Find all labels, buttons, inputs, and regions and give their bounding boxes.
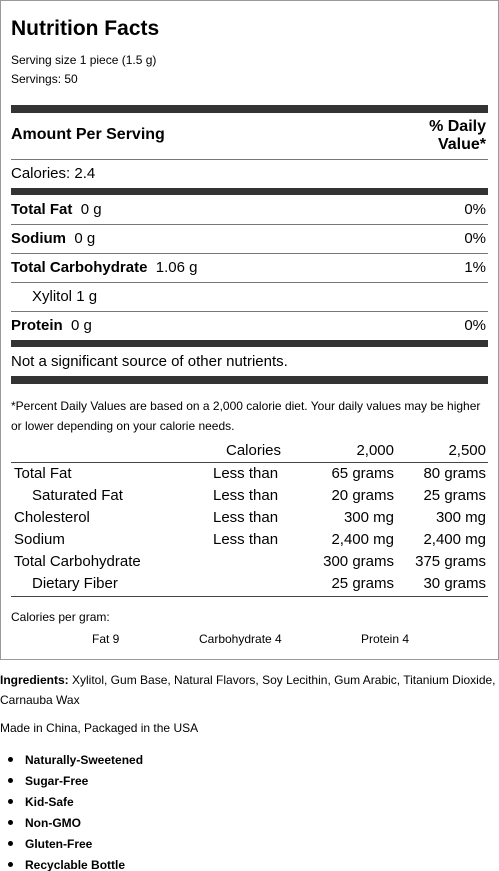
bullet-icon: [8, 841, 13, 846]
nutrient-row-xylitol: [32, 288, 97, 305]
dv-row-value-2500: 25 grams: [423, 487, 486, 504]
dv-row-name: Total Carbohydrate: [14, 553, 141, 570]
nutrient-name: Xylitol: [32, 288, 73, 305]
list-item: [8, 854, 143, 871]
thick-divider: [11, 376, 488, 384]
daily-value-heading-line1: % Daily: [429, 118, 486, 135]
cpg-carbohydrate: Carbohydrate 4: [199, 632, 282, 646]
calories-value: Calories: 2.4: [11, 165, 96, 182]
feature-label: Non-GMO: [25, 815, 81, 830]
nutrient-pct: 0%: [464, 230, 486, 247]
calories-per-gram-label: Calories per gram:: [11, 610, 110, 624]
divider: [11, 253, 488, 254]
dv-row-value-2000: 300 grams: [323, 553, 394, 570]
ingredients-text: Xylitol, Gum Base, Natural Flavors, Soy Lecithin, Gum Arabic, Titanium Dioxide, Carnauba Wax: [0, 673, 496, 707]
nutrient-row-total-carbohydrate: [11, 259, 197, 276]
dv-row-value-2000: 20 grams: [331, 487, 394, 504]
daily-value-heading: [429, 118, 486, 154]
nutrient-amount: 1 g: [76, 288, 98, 305]
list-item: [8, 812, 143, 833]
feature-label: Kid-Safe: [25, 794, 74, 809]
list-item: [8, 791, 143, 812]
dv-row-qualifier: Less than: [213, 509, 279, 526]
divider: [11, 282, 488, 283]
serving-size: Serving size 1 piece (1.5 g): [11, 53, 157, 67]
dv-row-value-2500: 375 grams: [415, 553, 486, 570]
nutrient-row-protein: [11, 317, 92, 334]
dv-row-name: Saturated Fat: [32, 487, 123, 504]
nutrient-pct: 0%: [464, 201, 486, 218]
dv-row-value-2000: 65 grams: [331, 465, 394, 482]
feature-label: Naturally-Sweetened: [25, 752, 144, 767]
dv-row-qualifier: Less than: [213, 465, 279, 482]
bullet-icon: [8, 757, 13, 762]
panel-title: Nutrition Facts: [11, 17, 160, 40]
dv-header-calories: Calories: [226, 442, 282, 459]
divider: [11, 462, 488, 463]
feature-list: [8, 749, 143, 871]
thick-divider: [11, 188, 488, 195]
list-item: [8, 833, 143, 854]
nutrient-amount: 1.06 g: [155, 259, 198, 276]
dv-row-qualifier: Less than: [213, 487, 279, 504]
daily-value-heading-line2: Value*: [437, 136, 486, 153]
divider: [11, 311, 488, 312]
nutrient-amount: 0 g: [71, 317, 92, 334]
dv-row-name: Sodium: [14, 531, 65, 548]
cpg-fat: Fat 9: [92, 632, 120, 646]
bullet-icon: [8, 820, 13, 825]
servings-count: Servings: 50: [11, 72, 78, 86]
nutrient-pct: 1%: [464, 259, 486, 276]
ingredients-label: Ingredients:: [0, 673, 69, 687]
bullet-icon: [8, 778, 13, 783]
dv-row-name: Total Fat: [14, 465, 72, 482]
nutrient-row-sodium: [11, 230, 95, 247]
bullet-icon: [8, 799, 13, 804]
divider: [11, 224, 488, 225]
daily-value-footnote: *Percent Daily Values are based on a 2,000 calorie diet. Your daily values may be higher or lower depending on your calorie needs.: [11, 399, 481, 433]
nutrient-name: Total Carbohydrate: [11, 259, 148, 276]
dv-row-value-2000: 300 mg: [343, 509, 394, 526]
nutrient-name: Total Fat: [11, 201, 73, 218]
list-item: [8, 770, 143, 791]
feature-label: Recyclable Bottle: [25, 857, 126, 871]
feature-label: Sugar-Free: [25, 773, 89, 788]
thick-divider: [11, 340, 488, 347]
dv-row-value-2500: 30 grams: [423, 575, 486, 592]
bullet-icon: [8, 862, 13, 867]
dv-header-2500: 2,500: [448, 442, 486, 459]
list-item: [8, 749, 143, 770]
divider: [11, 596, 488, 597]
dv-row-name: Dietary Fiber: [32, 575, 118, 592]
nutrient-amount: 0 g: [74, 230, 96, 247]
nutrient-amount: 0 g: [80, 201, 102, 218]
amount-per-serving-heading: Amount Per Serving: [11, 126, 165, 143]
dv-row-name: Cholesterol: [14, 509, 90, 526]
nutrient-row-total-fat: [11, 201, 102, 218]
dv-row-qualifier: Less than: [213, 531, 279, 548]
not-significant-note: Not a significant source of other nutrients.: [11, 353, 288, 370]
divider: [11, 159, 488, 160]
cpg-protein: Protein 4: [361, 632, 410, 646]
dv-row-value-2500: 2,400 mg: [423, 531, 486, 548]
dv-header-2000: 2,000: [356, 442, 394, 459]
origin-note: Made in China, Packaged in the USA: [0, 721, 199, 735]
dv-row-value-2500: 300 mg: [435, 509, 486, 526]
thick-divider: [11, 105, 488, 113]
dv-row-value-2500: 80 grams: [423, 465, 486, 482]
nutrient-pct: 0%: [464, 317, 486, 334]
ingredients: [0, 670, 499, 710]
dv-row-value-2000: 2,400 mg: [331, 531, 394, 548]
feature-label: Gluten-Free: [25, 836, 93, 851]
dv-row-value-2000: 25 grams: [331, 575, 394, 592]
nutrient-name: Protein: [11, 317, 63, 334]
nutrient-name: Sodium: [11, 230, 66, 247]
